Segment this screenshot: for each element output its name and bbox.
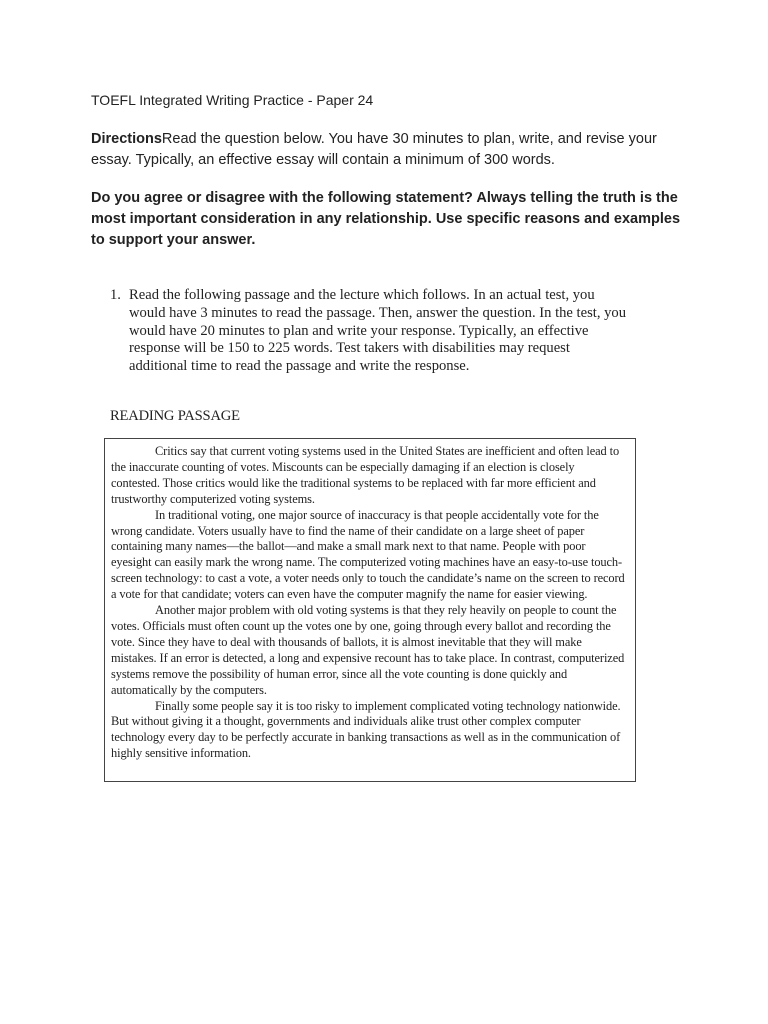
instruction-text: Read the following passage and the lecture which follows. In an actual test, you would have 3 minutes to read the passage. Then, answer the question. In the test, you would have 20 minutes to plan and write your response. Typically, an effective response will be 150 to 225 words. Test takers with disabilities may request additional time to read the passage and write the response.	[129, 287, 627, 375]
directions-label: Directions	[91, 131, 162, 147]
instruction-number: 1.	[110, 287, 121, 303]
task-instruction	[110, 287, 630, 376]
reading-passage-heading: READING PASSAGE	[110, 408, 240, 424]
passage-paragraph-3: Another major problem with old voting systems is that they rely heavily on people to count the votes. Officials must often count up the votes one by one, going through every ballot and recording the vote. Since they have to deal with thousands of ballots, it is almost inevitable that they will make mistakes. If an error is detected, a long and expensive recount has to take place. In contrast, computerized systems remove the possibility of human error, since all the vote counting is done quickly and automatically by the computers.	[111, 603, 625, 697]
document-title: TOEFL Integrated Writing Practice - Paper 24	[91, 92, 374, 108]
reading-passage-box	[104, 438, 636, 782]
passage-paragraph-2: In traditional voting, one major source of inaccuracy is that people accidentally vote for the wrong candidate. Voters usually have to find the name of their candidate on a large sheet of paper containing many names—the ballot—and make a small mark next to that name. People with poor eyesight can easily mark the wrong name. The computerized voting machines have an easy-to-use touch-screen technology: to cast a vote, a voter needs only to touch the candidate’s name on the screen to record a vote for that candidate; voters can even have the computer magnify the name for easier viewing.	[111, 507, 625, 602]
directions-paragraph	[91, 129, 691, 171]
essay-prompt: Do you agree or disagree with the following statement? Always telling the truth is the most important consideration in any relationship. Use specific reasons and examples to support your answer.	[91, 190, 681, 248]
directions-text: Read the question below. You have 30 minutes to plan, write, and revise your essay. Typically, an effective essay will contain a minimum of 300 words.	[91, 131, 657, 168]
passage-paragraph-1: Critics say that current voting systems used in the United States are inefficient and often lead to the inaccurate counting of votes. Miscounts can be especially damaging if an election is closely contested. Those critics would like the traditional systems to be replaced with far more efficient and trustworthy computerized voting systems.	[111, 444, 620, 506]
passage-paragraph-4: Finally some people say it is too risky to implement complicated voting technology nationwide. But without giving it a thought, governments and individuals alike trust other complex computer technology every day to be perfectly accurate in banking transactions as well as in the communication of highly sensitive information.	[111, 698, 621, 761]
